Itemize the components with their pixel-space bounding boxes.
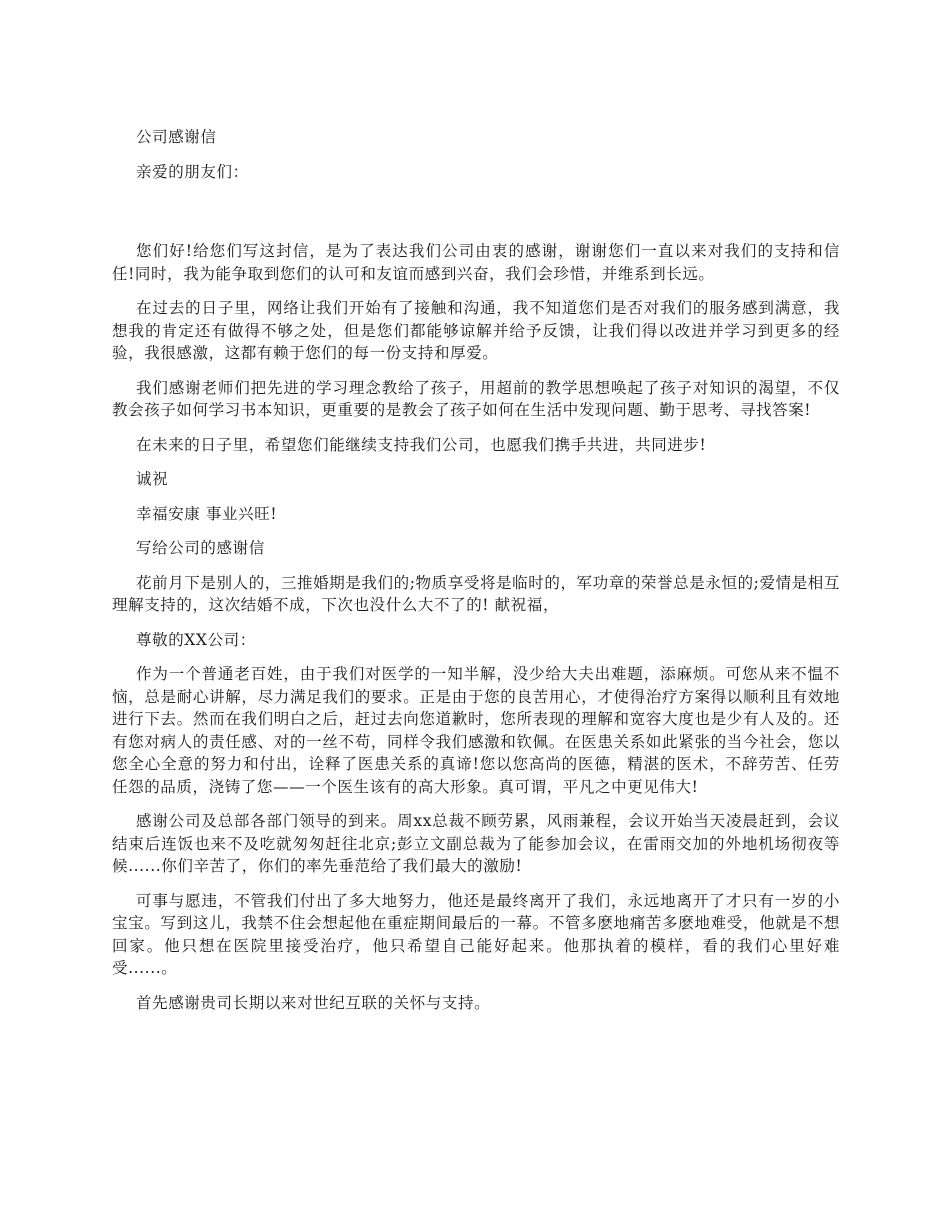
closing: 诚祝 (136, 470, 169, 488)
salutation: 亲爱的朋友们： (136, 162, 249, 181)
paragraph: 作为一个普通老百姓，由于我们对医学的一知半解，没少给大夫出难题，添麻烦。可您从来不愠不恼，总是耐心讲解，尽力满足我们的要求。正是由于您的良苦用心，才使得治疗方案得以顺利且有效地进行下去。然而在我们明白之后，赶过去向您道歉时，您所表现的理解和宽容大度也是少有人及的。还有您对病人的责任感、对的一丝不苟，同样令我们感激和钦佩。在医患关系如此紧张的当今社会，您以您全心全意的努力和付出，诠释了医患关系的真谛!您以您高尚的医德，精湛的医术，不辞劳苦、任劳任怨的品质，浇铸了您——一个医生该有的高大形象。真可谓，平凡之中更见伟大! (112, 665, 840, 796)
paragraph: 在未来的日子里，希望您们能继续支持我们公司，也愿我们携手共进，共同进步! (136, 435, 707, 454)
paragraph: 首先感谢贵司长期以来对世纪互联的关怀与支持。 (136, 993, 491, 1012)
paragraph: 可事与愿违，不管我们付出了多大地努力，他还是最终离开了我们，永远地离开了才只有一岁的小宝宝。写到这儿，我禁不住会想起他在重症期间最后的一幕。不管多麽地痛苦多麽地难受，他就是不想回家。他只想在医院里接受治疗，他只希望自己能好起来。他那执着的模样，看的我们心里好难受......。 (112, 891, 840, 977)
document-title: 公司感谢信 (136, 128, 217, 146)
document-body (112, 126, 840, 1026)
paragraph: 在过去的日子里，网络让我们开始有了接触和沟通，我不知道您们是否对我们的服务感到满意，我想我的肯定还有做得不够之处，但是您们都能够谅解并给予反馈，让我们得以改进并学习到更多的经验，我很感激，这都有赖于您们的每一份支持和厚爱。 (112, 299, 840, 362)
paragraph: 花前月下是别人的，三推婚期是我们的;物质享受将是临时的，军功章的荣誉总是永恒的;爱情是相互理解支持的，这次结婚不成，下次也没什么大不了的! 献祝福， (112, 573, 840, 614)
salutation: 尊敬的XX公司： (136, 630, 256, 649)
paragraph: 您们好!给您们写这封信，是为了表达我们公司由衷的感谢，谢谢您们一直以来对我们的支持和信任!同时，我为能争取到您们的认可和友谊而感到兴奋，我们会珍惜，并维系到长远。 (112, 242, 840, 283)
paragraph: 感谢公司及总部各部门领导的到来。周xx总裁不顾劳累，风雨兼程，会议开始当天凌晨赶到，会议结束后连饭也来不及吃就匆匆赶往北京;彭立文副总裁为了能参加会议，在雷雨交加的外地机场彻夜等候......你们辛苦了，你们的率先垂范给了我们最大的激励! (112, 812, 840, 875)
closing-wish: 幸福安康 事业兴旺! (136, 504, 278, 523)
paragraph: 我们感谢老师们把先进的学习理念教给了孩子，用超前的教学思想唤起了孩子对知识的渴望，不仅教会孩子如何学习书本知识，更重要的是教会了孩子如何在生活中发现问题、勤于思考、寻找答案! (112, 378, 840, 419)
section-title: 写给公司的感谢信 (136, 539, 265, 557)
